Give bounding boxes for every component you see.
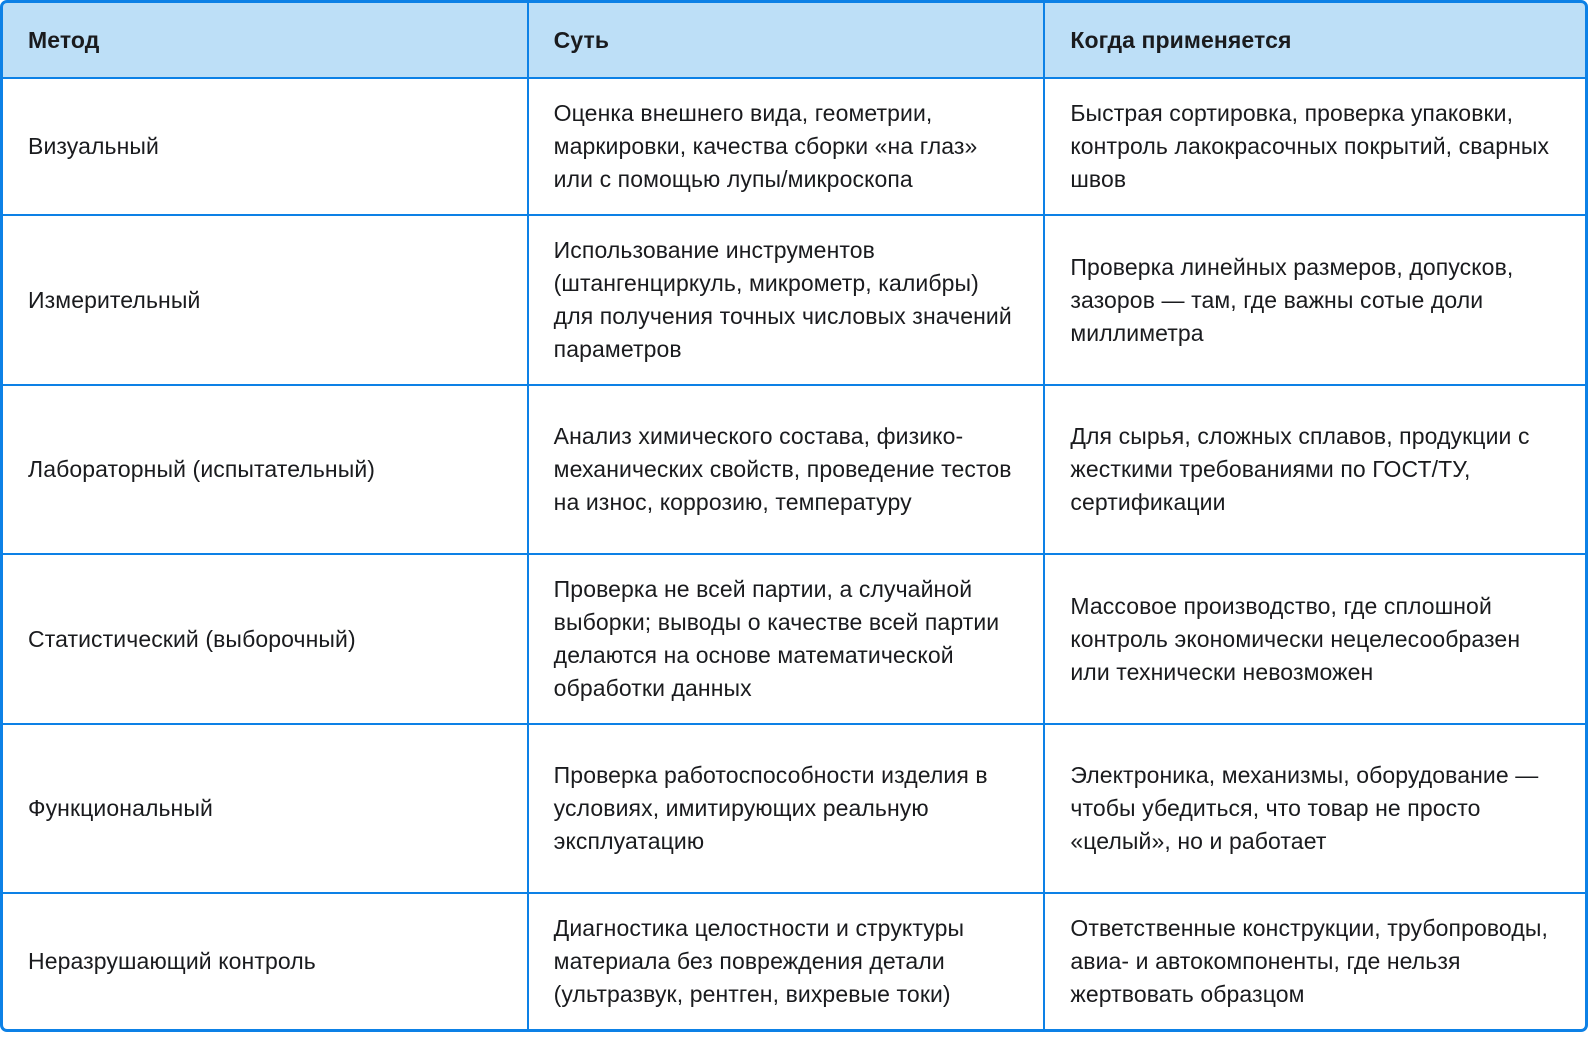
table-row: [3, 216, 1585, 384]
table-row: [3, 555, 1585, 723]
when-cell: Массовое производство, где сплошной контроль экономически нецелесообразен или технически невозможен: [1045, 555, 1585, 723]
method-cell: Функциональный: [3, 725, 527, 892]
method-cell: Статистический (выборочный): [3, 555, 527, 723]
essence-cell: Проверка работоспособности изделия в условиях, имитирующих реальную эксплуатацию: [529, 725, 1044, 892]
table-row: [3, 79, 1585, 214]
essence-cell: Оценка внешнего вида, геометрии, маркировки, качества сборки «на глаз» или с помощью лупы/микроскопа: [529, 79, 1044, 214]
method-cell: Лабораторный (испытательный): [3, 386, 527, 553]
table-header-row: [3, 3, 1585, 77]
method-cell: Визуальный: [3, 79, 527, 214]
method-cell: Неразрушающий контроль: [3, 894, 527, 1029]
method-cell: Измерительный: [3, 216, 527, 384]
when-cell: Быстрая сортировка, проверка упаковки, контроль лакокрасочных покрытий, сварных швов: [1045, 79, 1585, 214]
when-cell: Ответственные конструкции, трубопроводы, авиа- и автокомпоненты, где нельзя жертвовать образцом: [1045, 894, 1585, 1029]
when-cell: Электроника, механизмы, оборудование — чтобы убедиться, что товар не просто «целый», но и работает: [1045, 725, 1585, 892]
essence-cell: Диагностика целостности и структуры материала без повреждения детали (ультразвук, рентген, вихревые токи): [529, 894, 1044, 1029]
table-row: [3, 894, 1585, 1029]
column-header-essence: Суть: [529, 3, 1044, 77]
table-row: [3, 386, 1585, 553]
essence-cell: Использование инструментов (штангенциркуль, микрометр, калибры) для получения точных числовых значений параметров: [529, 216, 1044, 384]
when-cell: Для сырья, сложных сплавов, продукции с жесткими требованиями по ГОСТ/ТУ, сертификации: [1045, 386, 1585, 553]
column-header-when-applied: Когда применяется: [1045, 3, 1585, 77]
table-row: [3, 725, 1585, 892]
column-header-method: Метод: [3, 3, 527, 77]
when-cell: Проверка линейных размеров, допусков, зазоров — там, где важны сотые доли миллиметра: [1045, 216, 1585, 384]
essence-cell: Анализ химического состава, физико-механических свойств, проведение тестов на износ, коррозию, температуру: [529, 386, 1044, 553]
essence-cell: Проверка не всей партии, а случайной выборки; выводы о качестве всей партии делаются на основе математической обработки данных: [529, 555, 1044, 723]
